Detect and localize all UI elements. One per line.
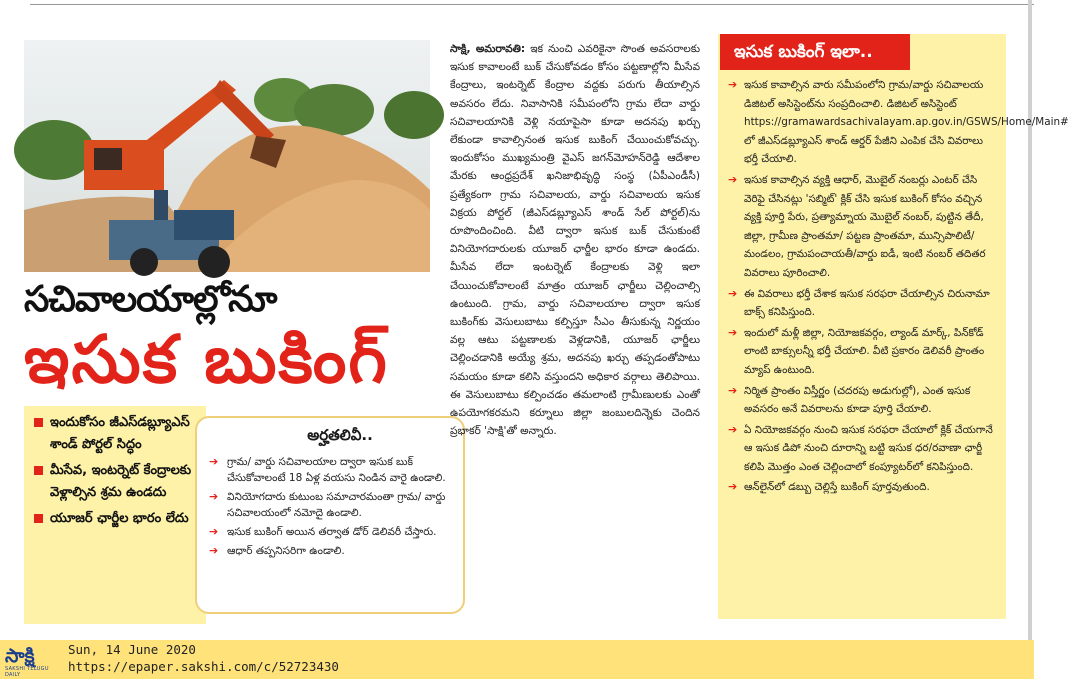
arrow-bullet-icon: ➔ xyxy=(209,455,219,468)
article-dateline: సాక్షి, అమరావతి: xyxy=(450,43,526,55)
booking-step-text: ఇసుక కావాల్సిన వ్యక్తి ఆధార్, మొబైల్ నంబర్లు ఎంటర్ చేసి వెరిఫై చేసినట్లు 'సబ్మిట్' క్లిక్ చేసి ఇసుక బుకింగ్ కోసం వచ్చిన వ్యక్తి పూర్తి పేరు, ప్రత్యామ్నాయ మొబైల్ నంబర్, పుట్టిన తేదీ, జిల్లా, గ్రామీణ ప్రాంతమా/ పట్టణ ప్రాంతమా, మున్సిపాలిటీ/మండలం, గ్రామపంచాయతీ/వార్డు ఐడీ, ఇంటి నంబర్ తదితర వివరాలు పూరించాలి. xyxy=(744,173,986,279)
eligibility-text: గ్రామ/ వార్డు సచివాలయాల ద్వారా ఇసుక బుక్ చేసుకోవాలంటే 18 ఏళ్ల వయసు నిండిన వారై ఉండాలి. xyxy=(227,456,446,484)
eligibility-item xyxy=(207,543,453,559)
sakshi-logo[interactable] xyxy=(5,646,61,676)
booking-step-text: ఏ నియోజకవర్గం నుంచి ఇసుక సరఫరా చేయాలో క్లిక్ చేయగానే ఆ ఇసుక డిపో నుంచి దూరాన్ని బట్టి ఇసుక ధర/రవాణా ఛార్జీ కలిపి మొత్తం ఎంత చెల్లించాలో కంప్యూటర్‌లో కనిపిస్తుంది. xyxy=(744,423,993,473)
booking-step xyxy=(728,171,996,283)
eligibility-text: ఇసుక బుకింగ్ అయిన తర్వాత డోర్ డెలివరీ చేస్తారు. xyxy=(227,526,437,538)
arrow-bullet-icon: ➔ xyxy=(209,544,219,557)
eligibility-text: ఆధార్ తప్పనిసరిగా ఉండాలి. xyxy=(227,545,345,557)
arrow-bullet-icon: ➔ xyxy=(728,383,738,397)
article-text: ఇక నుంచి ఎవరికైనా సొంత అవసరాలకు ఇసుక కావాలంటే బుక్ చేసుకోవడం కోసం పట్టణాల్లోని మీసేవ కేంద్రాలు, ఇంటర్నెట్ కేంద్రాల వద్దకు పరుగు తీయాల్సిన అవసరం లేదు. నివాసానికి సమీపంలోని గ్రామ లేదా వార్డు సచివాలయానికి వెళ్లి నయాపైసా కూడా అదనపు ఖర్చు లేకుండా కావాల్సినంత ఇసుక బుకింగ్ చేయించుకోవచ్చు. ఇందుకోసం ముఖ్యమంత్రి వైఎస్ జగన్‌మోహన్‌రెడ్డి ఆదేశాల మేరకు ఆంధ్రప్రదేశ్ ఖనిజాభివృద్ధి సంస్థ (ఏపీఎండీసీ) ప్రత్యేకంగా గ్రామ సచివాలయ, వార్డు సచివాలయ ఇసుక విక్రయ పోర్టల్ (జీఎస్‌డబ్ల్యూఎస్ శాండ్ సేల్ పోర్టల్)ను రూపొందించింది. వీటి ద్వారా ఇసుక బుక్ చేసుకుంటే వినియోగదారులకు యూజర్ ఛార్జీల భారం కూడా ఉండదు. మీసేవ లేదా ఇంటర్నెట్ కేంద్రాలకు వెళ్లి ఇలా చేయించుకోవాలంటే మాత్రం యూజర్ ఛార్జీలు చెల్లించాల్సి ఉంటుంది. గ్రామ, వార్డు సచివాలయాల ద్వారా ఇసుక బుకింగ్‌కు వెసులుబాటు కల్పిస్తూ సీఎం తీసుకున్న నిర్ణయం వల్ల ఆటు పట్టణాలకు వెళ్లడానికి, యూజర్ ఛార్జీలు చెల్లించడానికి అయ్యే శ్రమ, అదనపు ఖర్చు తప్పడంతోపాటు సమయం కూడా కలిసి వస్తుందని అధికార వర్గాలు తెలిపాయి. ఈ వెసులుబాటు కల్పించడం తమలాంటి గ్రామీణులకు ఎంతో ఉపయోగకరమని కర్నూలు జిల్లా జంబులదిన్నెకు చెందిన ప్రభాకర్ 'సాక్షి'తో అన్నారు. xyxy=(450,43,701,438)
booking-steps-box xyxy=(718,34,1069,619)
booking-step-text: నిర్మిత ప్రాంతం విస్తీర్ణం (చదరపు అడుగుల్లో), ఎంత ఇసుక అవసరం అనే వివరాలను కూడా పూర్తి చేయాలి. xyxy=(744,384,971,416)
top-rule xyxy=(30,4,1034,5)
arrow-bullet-icon: ➔ xyxy=(728,480,738,494)
booking-step-text: ఇసుక కావాల్సిన వారు సమీపంలోని గ్రామ/వార్డు సచివాలయ డిజిటల్ అసిస్టెంట్‌ను సంప్రదించాలి. డిజిటల్ అసిస్టెంట్ https://gramawardsachivalayam.ap.gov.in/GSWS/Home/Main# లో జీఎస్‌డబ్ల్యూఎస్ శాండ్ ఆర్డర్ పేజీని ఎంపిక చేసి వివరాలు భర్తీ చేయాలి. xyxy=(744,79,1069,166)
eligibility-item xyxy=(207,489,453,521)
booking-step xyxy=(728,324,996,380)
edition-date: Sun, 14 June 2020 xyxy=(68,642,196,657)
highlight-text: మీసేవ, ఇంటర్నెట్ కేంద్రాలకు వెళ్లాల్సిన శ్రమ ఉండదు xyxy=(50,463,192,500)
square-bullet-icon xyxy=(34,514,43,523)
epaper-link[interactable]: https://epaper.sakshi.com/c/52723430 xyxy=(68,659,339,674)
arrow-bullet-icon: ➔ xyxy=(209,490,219,503)
arrow-bullet-icon: ➔ xyxy=(728,325,738,339)
highlight-text: యూజర్ ఛార్జీల భారం లేదు xyxy=(50,511,189,526)
highlight-item xyxy=(34,460,198,504)
highlight-item xyxy=(34,412,198,456)
booking-step xyxy=(728,478,996,497)
square-bullet-icon xyxy=(34,466,43,475)
eligibility-box xyxy=(195,416,465,614)
excavator-photo xyxy=(24,40,430,272)
eligibility-title: అర్హతలివీ.. xyxy=(307,426,373,444)
highlights-box xyxy=(24,406,206,624)
eligibility-text: వినియోగదారు కుటుంబ సమాచారమంతా గ్రామ/ వార్డు సచివాలయంలో నమోదై ఉండాలి. xyxy=(227,491,446,519)
article-body xyxy=(450,40,700,440)
arrow-bullet-icon: ➔ xyxy=(728,422,738,436)
booking-steps-title: ఇసుక బుకింగ్ ఇలా.. xyxy=(720,34,910,70)
eligibility-item xyxy=(207,454,453,486)
booking-step-text: ఇందులో మళ్లీ జిల్లా, నియోజకవర్గం, ల్యాండ్ మార్క్, పిన్‌కోడ్ లాంటి బాక్సులన్నీ భర్తీ చేయాలి. వీటి ప్రకారం డెలివరీ ప్రాంతం మ్యాప్ ఉంటుంది. xyxy=(744,326,985,376)
square-bullet-icon xyxy=(34,418,43,427)
headline-main: ఇసుక బుకింగ్ xyxy=(24,321,389,398)
booking-step xyxy=(728,285,996,322)
booking-steps-list xyxy=(728,76,1069,499)
arrow-bullet-icon: ➔ xyxy=(209,525,219,538)
highlight-item xyxy=(34,508,198,530)
booking-step-text: ఆన్‌లైన్‌లో డబ్బు చెల్లిస్తే బుకింగ్ పూర్తవుతుంది. xyxy=(744,481,930,494)
eligibility-item xyxy=(207,524,453,540)
highlight-text: ఇందుకోసం జీఎస్‌డబ్ల్యూఎస్ శాండ్ పోర్టల్ సిద్ధం xyxy=(50,415,190,452)
arrow-bullet-icon: ➔ xyxy=(728,78,738,91)
arrow-bullet-icon: ➔ xyxy=(728,172,738,186)
footer-bar xyxy=(0,640,1034,679)
logo-subtext: SAKSHI TELUGU DAILY xyxy=(5,666,49,678)
booking-step xyxy=(728,382,996,419)
booking-step xyxy=(728,76,1069,169)
headline-kicker: సచివాలయాల్లోనూ xyxy=(24,279,277,320)
booking-step xyxy=(728,421,996,477)
logo-text: సాక్షి xyxy=(5,645,35,667)
page-edge xyxy=(1028,0,1032,640)
arrow-bullet-icon: ➔ xyxy=(728,286,738,300)
booking-step-text: ఈ వివరాలు భర్తీ చేశాక ఇసుక సరఫరా చేయాల్సిన చిరునామా బాక్స్ కనిపిస్తుంది. xyxy=(744,287,990,319)
